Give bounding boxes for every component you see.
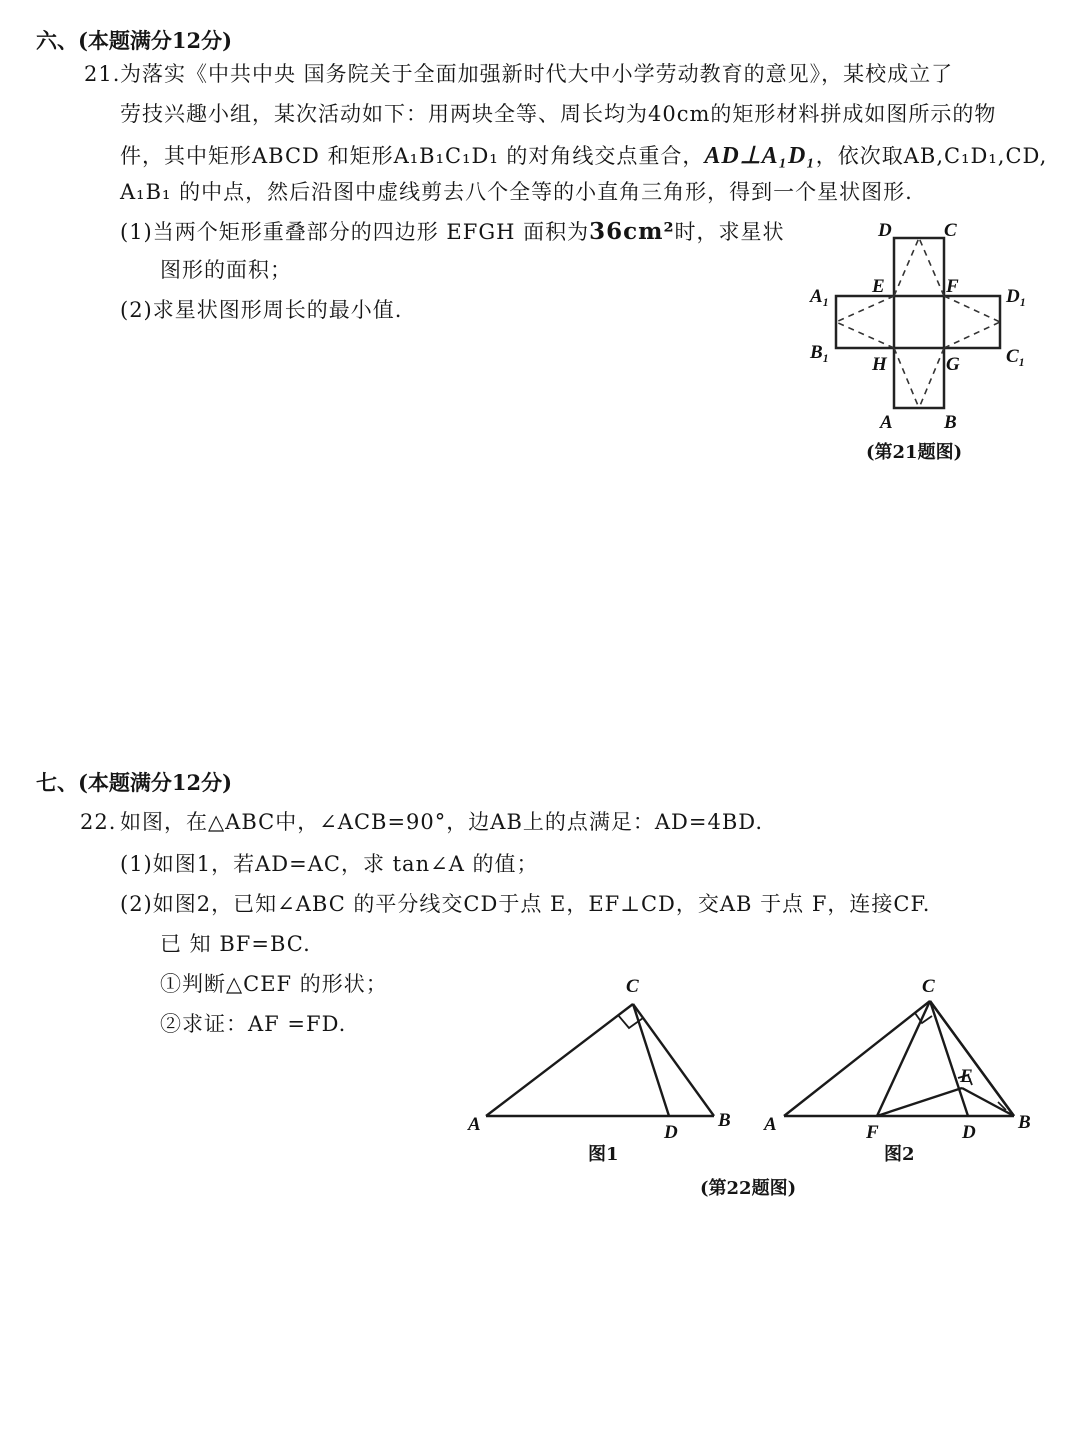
fig21-label-e: E (872, 276, 885, 297)
fig22-2-triangle (784, 1001, 1014, 1116)
fig22-1-label-a: A (468, 1114, 481, 1135)
fig21-label-d1: D₁ (1006, 286, 1027, 307)
fig21-label-h: H (872, 354, 887, 375)
q21-number: 21. (84, 62, 121, 86)
q21-area-value: 36cm² (589, 218, 675, 245)
q21-line-1: 为落实《中共中央 国务院关于全面加强新时代大中小学劳动教育的意见》，某校成立了 (120, 62, 954, 86)
fig21-label-b1: B₁ (810, 342, 830, 363)
q22-sub-1: ①判断△CEF 的形状； (160, 972, 388, 996)
fig22-2-label-a: A (764, 1114, 777, 1135)
q22-part-1: (1)如图1，若AD=AC，求 tan∠A 的值； (120, 852, 539, 876)
fig22-1-triangle (486, 1004, 714, 1116)
q21-part-2: (2)求星状图形周长的最小值. (120, 298, 403, 322)
q21-part-1-b: 时，求星状 (674, 220, 785, 244)
fig22-2-label-b: B (1018, 1112, 1031, 1133)
q22-sub-2: ②求证：AF =FD. (160, 1012, 347, 1036)
fig21-label-b: B (944, 412, 957, 433)
fig22-2-label-e: E (960, 1066, 973, 1087)
q21-part-1-continued: 图形的面积； (160, 258, 292, 282)
fig22-caption: (第22题图) (700, 1178, 797, 1199)
fig22-1-label-c: C (626, 976, 639, 997)
fig22-2-caption: 图2 (884, 1144, 915, 1165)
fig21-label-c1: C₁ (1006, 346, 1026, 367)
q21-perpendicular-expression: AD⊥A₁D₁ (704, 143, 816, 169)
q21-line-4: A₁B₁ 的中点，然后沿图中虚线剪去八个全等的小直角三角形，得到一个星状图形. (120, 180, 913, 204)
q22-number: 22. (80, 810, 117, 834)
fig22-2-label-d: D (962, 1122, 976, 1143)
q22-line-1: 如图，在△ABC中，∠ACB=90°，边AB上的点满足：AD=4BD. (120, 810, 764, 834)
q21-line-2: 劳技兴趣小组，某次活动如下：用两块全等、周长均为40cm的矩形材料拼成如图所示的物 (120, 102, 997, 126)
fig21-caption: (第21题图) (866, 442, 963, 463)
section-7-header: 七、(本题满分12分) (36, 770, 233, 795)
q21-part-1-a: (1)当两个矩形重叠部分的四边形 EFGH 面积为 (120, 220, 590, 244)
fig21-label-g: G (946, 354, 960, 375)
fig21-label-c: C (944, 220, 957, 241)
fig22-2-label-f: F (866, 1122, 879, 1143)
fig21-label-a: A (880, 412, 893, 433)
fig22-1-caption: 图1 (588, 1144, 619, 1165)
fig21-label-d: D (878, 220, 892, 241)
fig22-2-label-c: C (922, 976, 935, 997)
q21-line-3-a: 件，其中矩形ABCD 和矩形A₁B₁C₁D₁ 的对角线交点重合， (120, 144, 705, 168)
q21-line-3-b: ，依次取AB,C₁D₁,CD, (815, 144, 1048, 168)
fig21-label-f: F (946, 276, 959, 297)
fig22-1-label-d: D (664, 1122, 678, 1143)
q22-part-2: (2)如图2，已知∠ABC 的平分线交CD于点 E，EF⊥CD，交AB 于点 F，连接CF. (120, 892, 931, 916)
section-6-header: 六、(本题满分12分) (36, 28, 233, 53)
fig22-1-label-b: B (718, 1110, 731, 1131)
q22-part-2-given: 已 知 BF=BC. (160, 932, 311, 956)
fig21-label-a1: A₁ (810, 286, 830, 307)
